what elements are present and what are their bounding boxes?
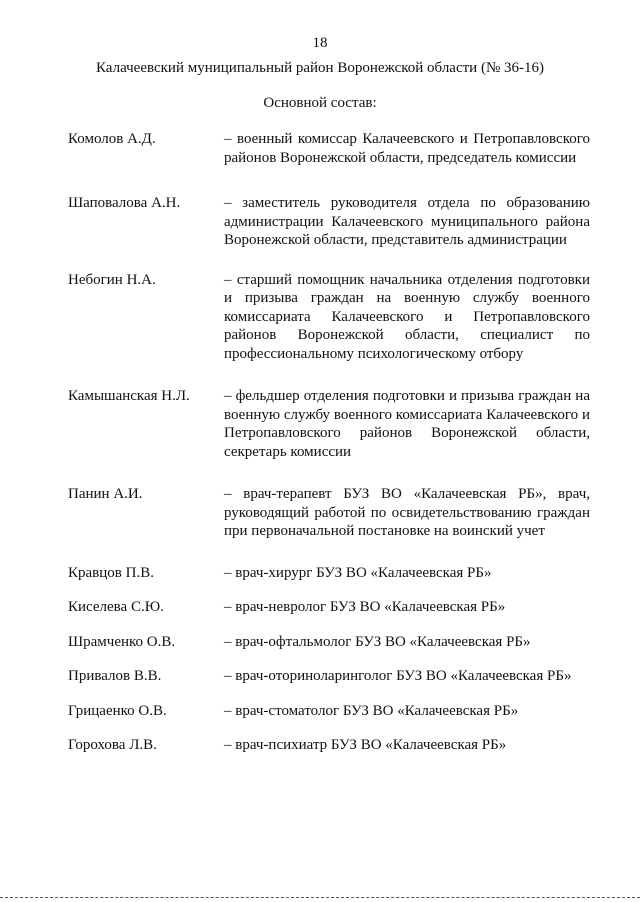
member-name: Киселева С.Ю. [68,599,164,615]
members-list [68,130,590,755]
member-row [68,564,590,583]
document-title: Калачеевский муниципальный район Воронежской области (№ 36-16) [95,60,544,76]
member-row [68,702,590,721]
member-name: Комолов А.Д. [68,131,156,147]
member-role: – фельдшер отделения подготовки и призыва граждан на военную службу военного комиссариата Калачеевского и Петропавловского районов Воронежской области, секретарь комиссии [224,388,590,460]
member-name: Горохова Л.В. [68,737,157,753]
member-role: – заместитель руководителя отдела по образованию администрации Калачеевского муниципального района Воронежской области, представитель администрации [224,195,590,248]
member-row [68,194,590,250]
member-row [68,736,590,755]
member-name: Панин А.И. [68,486,143,502]
member-name: Грицаенко О.В. [68,702,167,719]
member-name: Шаповалова А.Н. [68,195,181,211]
member-row [68,387,590,461]
member-row [68,485,590,541]
member-role: – врач-стоматолог БУЗ ВО «Калачеевская РБ» [224,702,519,719]
member-name: Камышанская Н.Л. [68,388,190,404]
member-role: – врач-офтальмолог БУЗ ВО «Калачеевская РБ» [224,633,531,650]
member-row [68,271,590,364]
member-row [68,598,590,617]
page-number: 18 [312,35,328,51]
member-role: – врач-хирург БУЗ ВО «Калачеевская РБ» [224,564,492,581]
member-name: Кравцов П.В. [68,564,154,581]
member-role: – военный комиссар Калачеевского и Петропавловского районов Воронежской области, председатель комиссии [224,131,590,166]
member-row [68,130,590,167]
member-role: – врач-невролог БУЗ ВО «Калачеевская РБ» [224,599,506,615]
member-name: Небогин Н.А. [68,271,156,288]
member-row [68,667,590,686]
member-role: – старший помощник начальника отделения подготовки и призыва граждан на военную службу военного комиссариата Калачеевского и Петропавловского районов Воронежской области, специалист по профессиональному психологическому отбору [224,271,590,362]
member-role: – врач-оториноларинголог БУЗ ВО «Калачеевская РБ» [224,668,572,684]
member-name: Привалов В.В. [68,668,162,684]
page-edge-divider [0,897,640,898]
member-name: Шрамченко О.В. [68,633,176,650]
section-heading: Основной состав: [263,95,377,111]
member-role: – врач-терапевт БУЗ ВО «Калачеевская РБ», врач, руководящий работой по освидетельствованию граждан при первоначальной постановке на воинский учет [224,486,590,539]
member-row [68,633,590,652]
member-role: – врач-психиатр БУЗ ВО «Калачеевская РБ» [224,737,507,753]
